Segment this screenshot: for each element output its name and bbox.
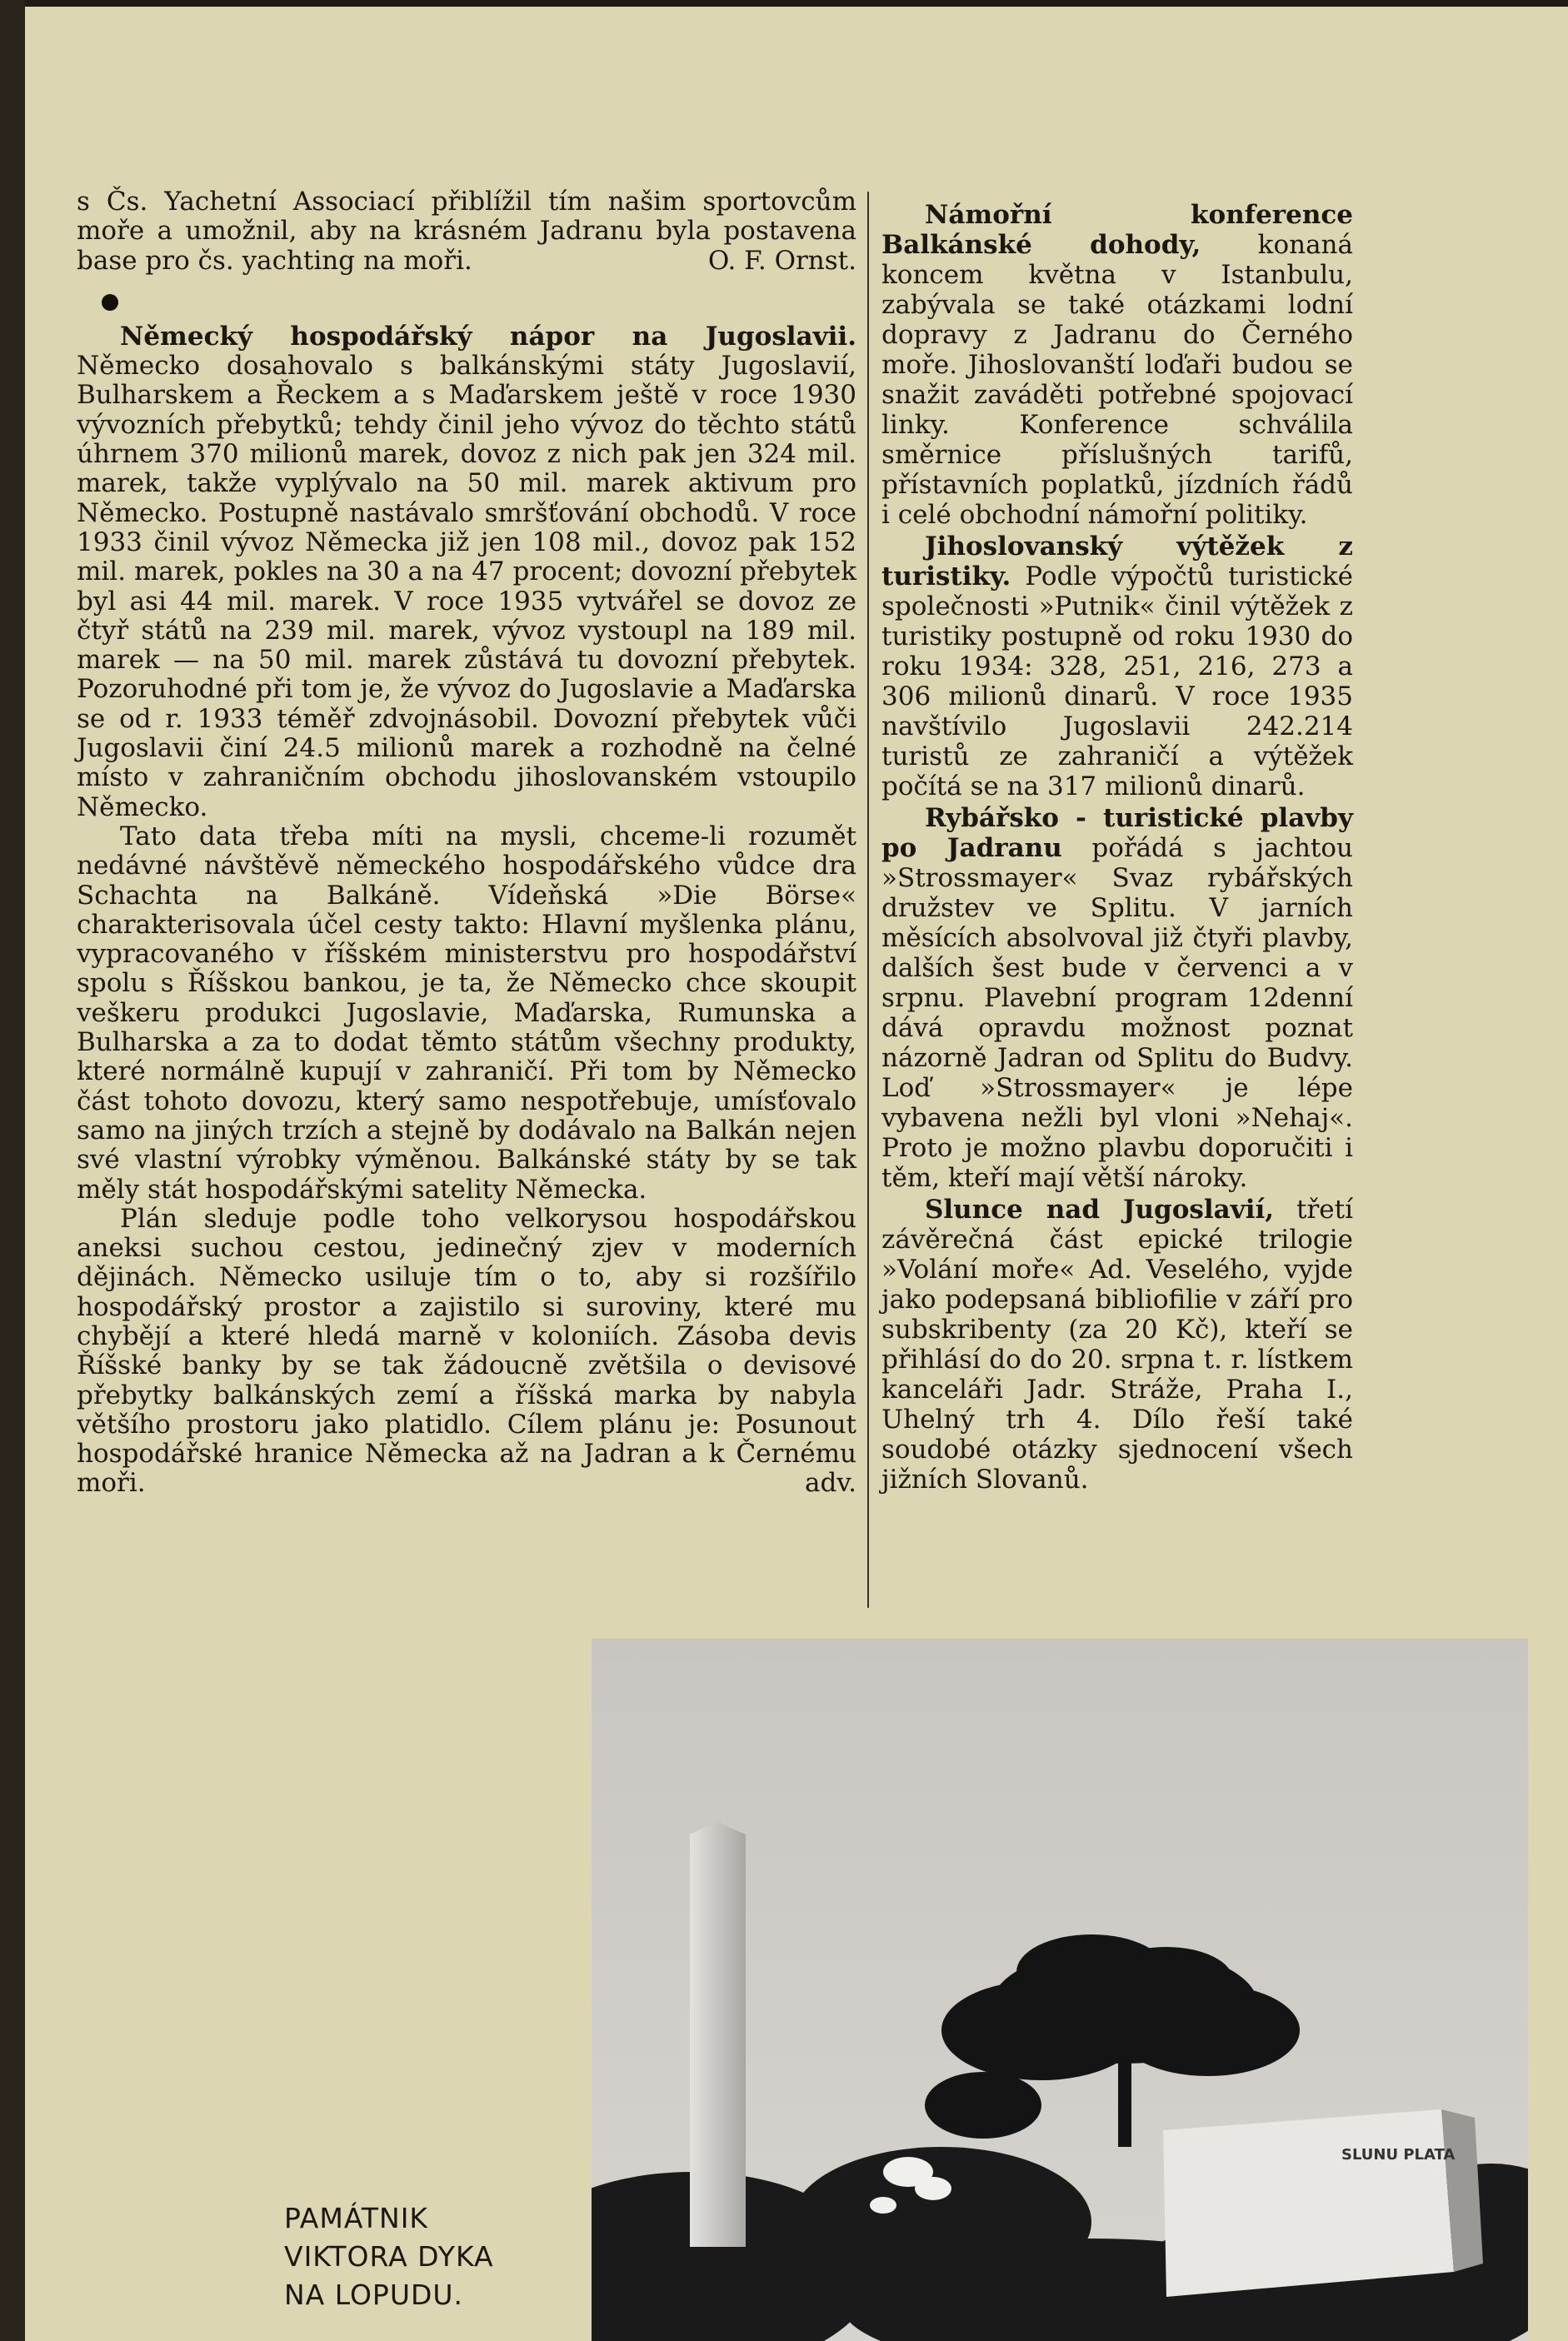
photo-caption (284, 2199, 534, 2314)
caption-line-1: PAMÁTNIK (284, 2202, 429, 2234)
news-book-announcement (881, 1195, 1353, 1495)
section-bullet-icon (102, 294, 118, 311)
news-fishing-cruises (881, 803, 1353, 1193)
memorial-plaque-text: SLUNU PLATA (1341, 2146, 1456, 2164)
article-ending-text: s Čs. Yachetní Associací přiblížil tím našim sportovcům moře a umožnil, aby na krásném Jadranu byla postavena base pro čs. yachting na moři. (77, 187, 856, 276)
article-german-pressure-title: Německý hospodářský nápor na Jugoslavii. (120, 321, 856, 352)
article-german-pressure-signature: adv. (804, 1468, 856, 1499)
news-fishing-cruises-title: Rybářsko - turistické plavby po Jadranu (881, 803, 1353, 863)
left-column (77, 187, 856, 1499)
news-tourism-revenue-title: Jihoslovanský výtěžek z turistiky. (881, 532, 1353, 591)
news-tourism-revenue-text: Podle výpočtů turistické společnosti »Putnik« činil výtěžek z turistiky postupně od roku 1930 do roku 1934: 328, 251, 216, 273 a 306 milionů dinarů. V roce 1935 navštívilo Jugoslavii 242.214 turistů ze zahraničí a výtěžek počítá se na 317 milionů dinarů. (881, 562, 1353, 801)
monument-photo (592, 1639, 1528, 2341)
news-fishing-cruises-text: pořádá s jachtou »Strossmayer« Svaz rybářských družstev ve Splitu. V jarních měsících absolvoval již čtyři plavby, dalších šest bude v červenci a v srpnu. Plavební program 12denní dává opravdu možnost poznat názorně Jadran od Splitu do Budvy. Loď »Strossmayer« je lépe vybavena nežli byl vloni »Nehaj«. Proto je možno plavbu doporučiti i těm, kteří mají větší nároky. (881, 833, 1354, 1193)
page-binding (0, 0, 25, 2341)
tree-trunk (1118, 2039, 1131, 2147)
right-column (881, 200, 1353, 1496)
news-book-announcement-text: třetí závěrečná část epické trilogie »Volání moře« Ad. Veselého, vyjde jako podepsaná bibliofilie v září pro subskribenty (za 20 Kč), kteří se přihlásí do do 20. srpna t. r. lístkem kanceláři Jadr. Stráže, Praha I., Uhelný trh 4. Dílo řeší také soudobé otázky sjednocení všech jižních Slovanů. (881, 1195, 1353, 1495)
column-divider (867, 192, 869, 1608)
news-tourism-revenue (881, 532, 1353, 801)
caption-line-2: VIKTORA DYKA (284, 2240, 494, 2273)
article-ending (77, 187, 856, 276)
news-naval-conference-title: Námořní konference Balkánské dohody, (881, 200, 1353, 260)
article-german-pressure-p1 (77, 322, 856, 822)
article-german-pressure-p3-text: Plán sleduje podle toho velkorysou hospodářskou aneksi suchou cestou, jedinečný zjev v moderních dějinách. Německo usiluje tím o to, aby si rozšířilo hospodářský prostor a zajistilo si suroviny, které mu chybějí a které hledá marně v koloniích. Zásoba devis Říšské banky by se tak žádoucně zvětšila o devisové přebytky balkánských zemí a říšská marka by nabyla většího prostoru jako platidlo. Cílem plánu je: Posunout hospodářské hranice Německa až na Jadran a k Černému moři. (77, 1203, 856, 1499)
memorial-wall (1163, 2109, 1454, 2297)
caption-line-3: NA LOPUDU. (284, 2279, 464, 2311)
article-german-pressure-p2: Tato data třeba míti na mysli, chceme-li rozumět nedávné návštěvě německého hospodářského vůdce dra Schachta na Balkáně. Vídeňská »Die Börse« charakterisovala účel cesty takto: Hlavní myšlenka plánu, vypracovaného v říšském ministerstvu pro hospodářství spolu s Říšskou bankou, je ta, že Německo chce skoupit veškeru produkci Jugoslavie, Maďarska, Rumunska a Bulharska a za to dodat těmto státům všechny produkty, které normálně kupují v zahraničí. Při tom by Německo část tohoto dovozu, který samo nespotřebuje, umísťovalo samo na jiných trzích a stejně by dodávalo na Balkán nejen své vlastní výrobky výměnou. Balkánské státy by se tak měly stát hospodářskými satelity Německa. (77, 821, 856, 1205)
monument-photo-illustration (592, 1639, 1528, 2341)
article-german-pressure-p3 (77, 1205, 856, 1499)
news-book-announcement-title: Slunce nad Jugoslavií, (925, 1195, 1275, 1225)
news-naval-conference (881, 200, 1353, 530)
news-naval-conference-text: konaná koncem května v Istanbulu, zabývala se také otázkami lodní dopravy z Jadranu do Černého moře. Jihoslovanští loďaři budou se snažit zaváděti potřebné spojovací linky. Konference schválila směrnice příslušných tarifů, přístavních poplatků, jízdních řádů i celé obchodní námořní politiky. (881, 230, 1353, 530)
obelisk (690, 1822, 746, 2247)
article-german-pressure-p1-text: Německo dosahovalo s balkánskými státy Jugoslavií, Bulharskem a Řeckem a s Maďarskem ještě v roce 1930 vývozních přebytků; tehdy činil jeho vývoz do těchto států úhrnem 370 milionů marek, dovoz z nich pak jen 324 mil. marek, takže vyplývalo na 50 mil. marek aktivum pro Německo. Postupně nastávalo smršťování obchodů. V roce 1933 činil vývoz Německa již jen 108 mil., dovoz pak 152 mil. marek, pokles na 30 a na 47 procent; dovozní přebytek byl asi 44 mil. marek. V roce 1935 vytvářel se dovoz ze čtyř států na 239 mil. marek, vývoz vystoupl na 189 mil. marek — na 50 mil. marek zůstává tu dovozní přebytek. Pozoruhodné při tom je, že vývoz do Jugoslavie a Maďarska se od r. 1933 téměř zdvojnásobil. Dovozní přebytek vůči Jugoslavii činí 24.5 milionů marek a rozhodně na čelné místo v zahraničním obchodu jihoslovanském vstoupilo Německo. (77, 351, 856, 822)
article-ending-signature: O. F. Ornst. (707, 245, 856, 276)
